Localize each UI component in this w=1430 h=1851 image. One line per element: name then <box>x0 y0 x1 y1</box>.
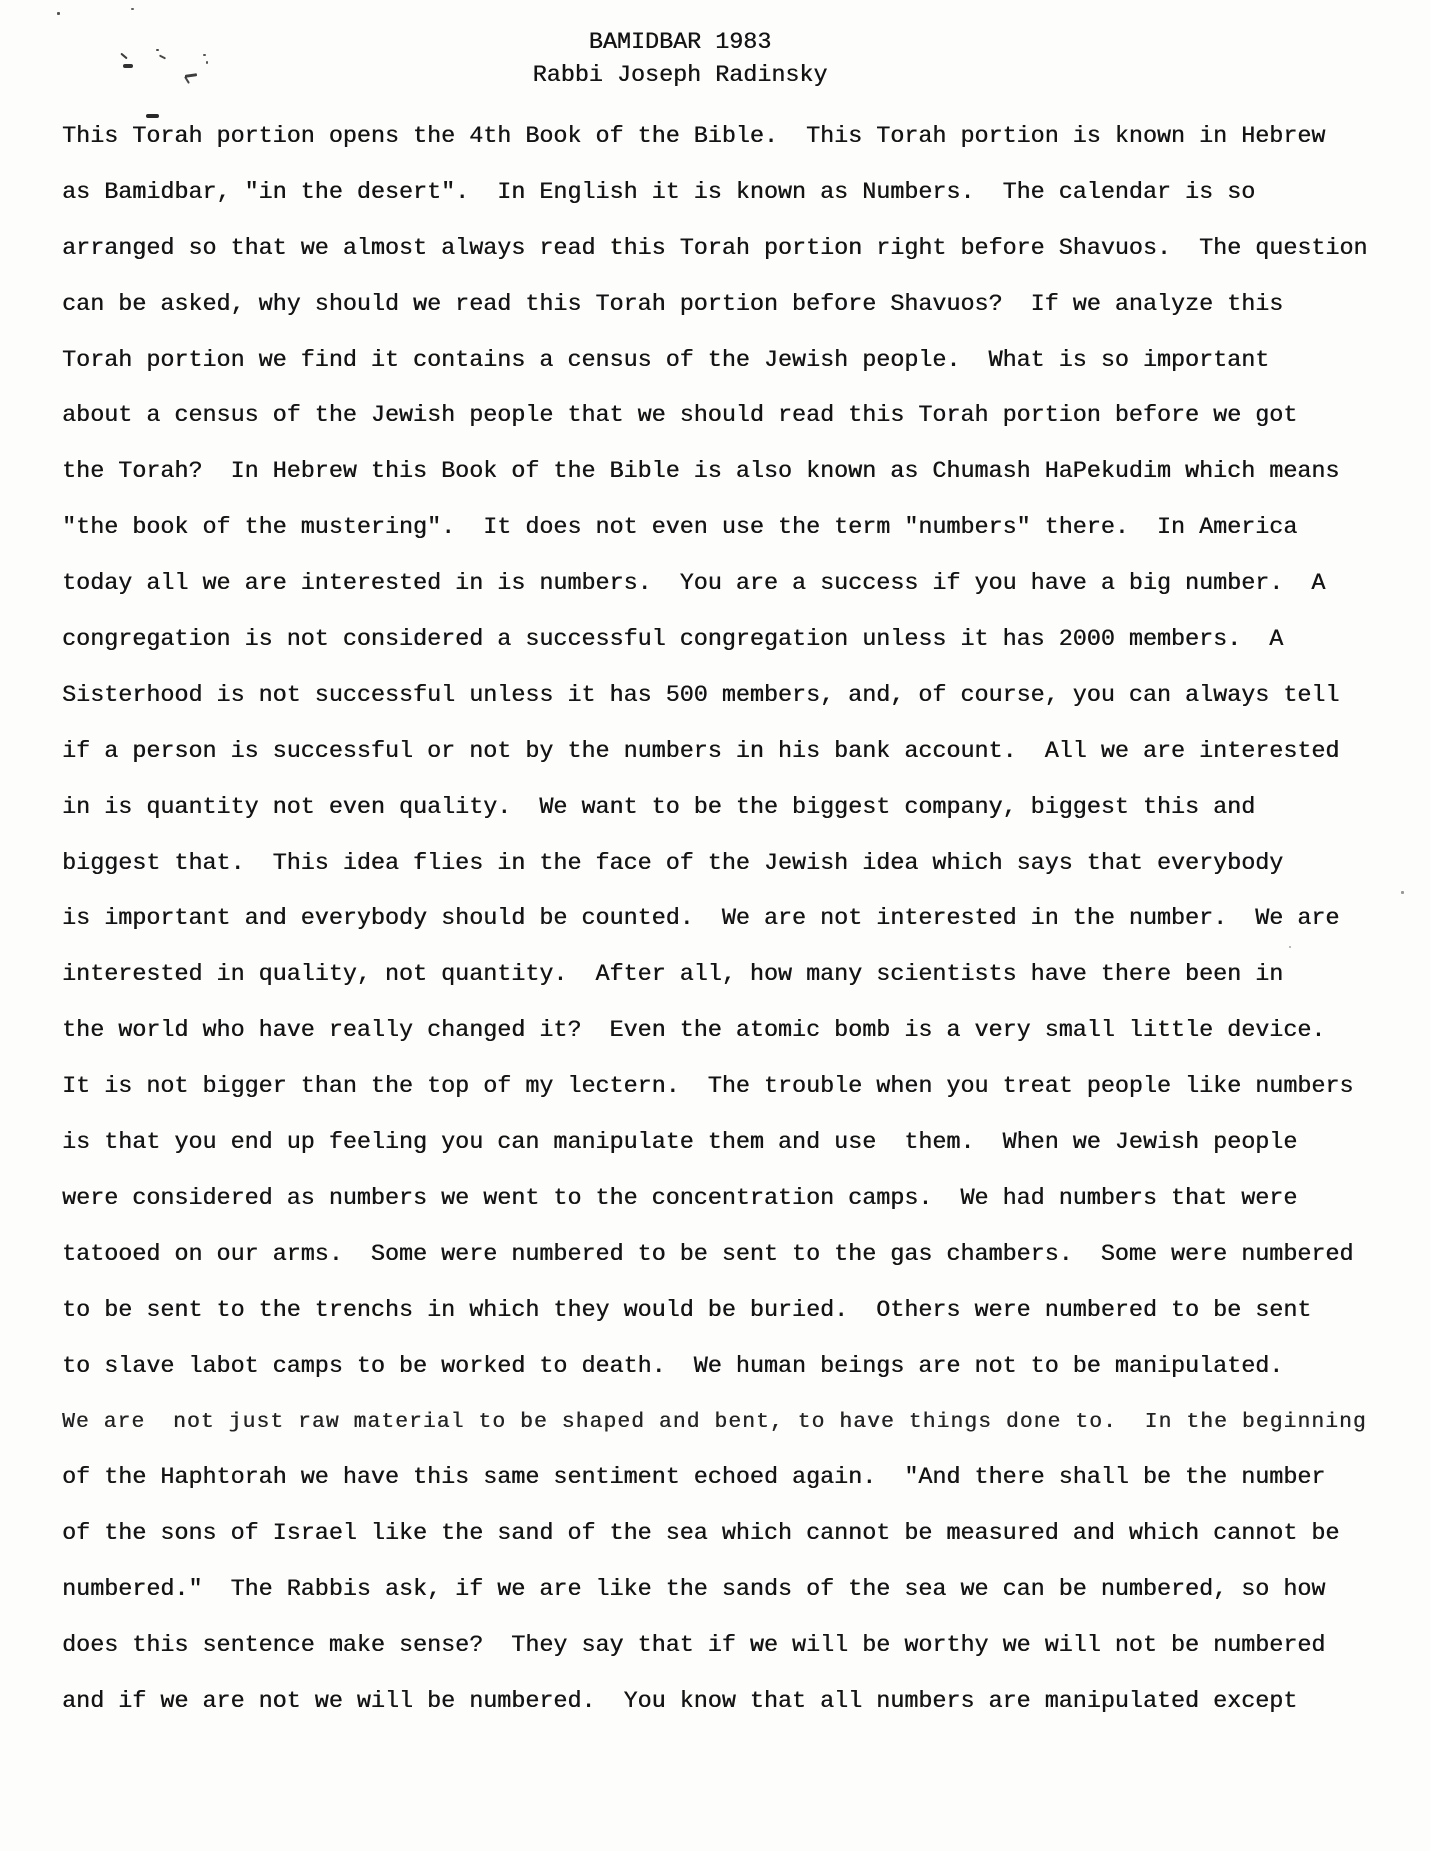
text-line: can be asked, why should we read this Torah portion before Shavuos? If we analyze this <box>62 291 1284 318</box>
text-line: Sisterhood is not successful unless it has 500 members, and, of course, you can always tell <box>62 682 1340 709</box>
text-line: arranged so that we almost always read this Torah portion right before Shavuos. The question <box>62 235 1368 262</box>
ink-speck <box>206 61 208 64</box>
text-line: It is not bigger than the top of my lectern. The trouble when you treat people like numbers <box>62 1074 1354 1101</box>
ink-speck <box>203 54 206 56</box>
text-line: This Torah portion opens the 4th Book of the Bible. This Torah portion is known in Hebrew <box>62 124 1326 150</box>
text-line: tatooed on our arms. Some were numbered to be sent to the gas chambers. Some were numbered <box>62 1241 1354 1268</box>
text-line: biggest that. This idea flies in the face of the Jewish idea which says that everybody <box>62 850 1284 877</box>
ink-speck <box>123 64 133 68</box>
text-line: congregation is not considered a successful congregation unless it has 2000 members. A <box>62 627 1284 654</box>
text-line: interested in quality, not quantity. After all, how many scientists have there been in <box>62 962 1284 989</box>
text-line: the Torah? In Hebrew this Book of the Bible is also known as Chumash HaPekudim which means <box>62 459 1340 486</box>
document-byline: Rabbi Joseph Radinsky <box>532 63 828 89</box>
ink-speck <box>57 12 60 15</box>
text-line: the world who have really changed it? Even the atomic bomb is a very small little device. <box>62 1018 1326 1045</box>
text-line: to slave labot camps to be worked to death. We human beings are not to be manipulated. <box>62 1353 1284 1380</box>
text-line: to be sent to the trenchs in which they would be buried. Others were numbered to be sent <box>62 1297 1312 1324</box>
ink-speck <box>131 8 134 10</box>
text-line: of the Haphtorah we have this same sentiment echoed again. "And there shall be the number <box>62 1465 1326 1492</box>
ink-speck <box>1401 891 1404 894</box>
text-line: "the book of the mustering". It does not even use the term "numbers" there. In America <box>62 515 1298 542</box>
text-line: as Bamidbar, "in the desert". In English it is known as Numbers. The calendar is so <box>62 179 1256 206</box>
text-line: today all we are interested in is numbers. You are a success if you have a big number. A <box>62 571 1326 598</box>
text-line: Torah portion we find it contains a census of the Jewish people. What is so important <box>62 347 1270 374</box>
text-line: were considered as numbers we went to the concentration camps. We had numbers that were <box>62 1185 1298 1212</box>
text-line: We are not just raw material to be shaped and bent, to have things done to. In the beginning <box>62 1410 1367 1435</box>
text-line: is important and everybody should be counted. We are not interested in the number. We are <box>62 906 1340 933</box>
document-body <box>62 110 1392 1731</box>
ink-speck <box>159 54 166 59</box>
text-line: about a census of the Jewish people that we should read this Torah portion before we got <box>62 403 1298 430</box>
text-line: numbered." The Rabbis ask, if we are like the sands of the sea we can be numbered, so how <box>62 1577 1326 1604</box>
text-line: does this sentence make sense? They say that if we will be worthy we will not be numbered <box>62 1633 1326 1660</box>
text-line: if a person is successful or not by the numbers in his bank account. All we are interested <box>62 738 1340 765</box>
text-line: is that you end up feeling you can manipulate them and use them. When we Jewish people <box>62 1130 1298 1157</box>
ink-speck <box>156 49 159 51</box>
text-line: of the sons of Israel like the sand of the sea which cannot be measured and which cannot be <box>62 1521 1340 1548</box>
document-title: BAMIDBAR 1983 <box>588 30 772 56</box>
ink-speck <box>146 114 159 118</box>
ink-speck <box>1289 946 1291 948</box>
text-line: in is quantity not even quality. We want to be the biggest company, biggest this and <box>62 794 1256 821</box>
text-line: and if we are not we will be numbered. You know that all numbers are manipulated except <box>62 1688 1298 1715</box>
ink-speck <box>120 53 127 60</box>
